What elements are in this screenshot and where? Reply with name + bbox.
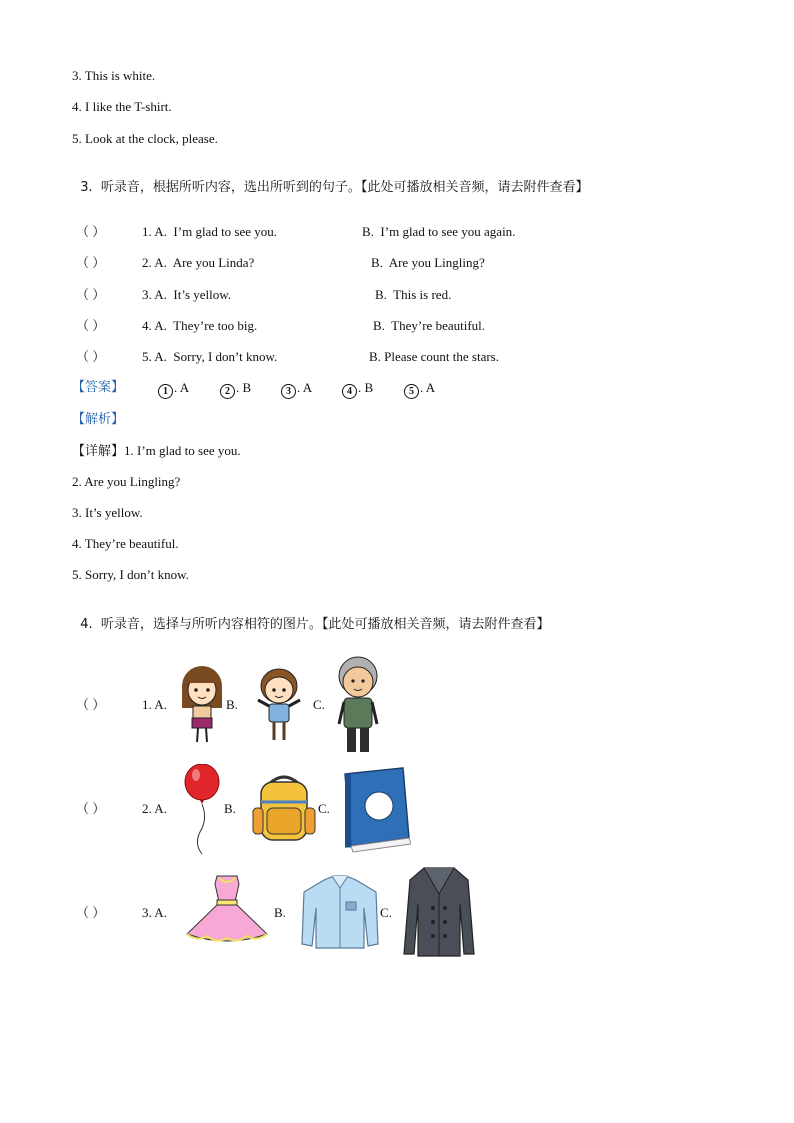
q4-row-2-b: B.: [224, 801, 236, 816]
prev-item-3: 3. This is white.: [72, 68, 156, 83]
answer-3-letter: . A: [297, 380, 313, 395]
detail-line-2: 2. Are you Lingling?: [72, 474, 181, 489]
q3-paren-5[interactable]: （ ）: [76, 349, 106, 364]
coat-picture[interactable]: [402, 864, 476, 958]
q3-item-2-a: 2. A. Are you Linda?: [142, 255, 255, 270]
q4-audio-note: 【此处可播放相关音频，请去附件查看】: [321, 617, 550, 632]
backpack-picture[interactable]: [249, 772, 319, 844]
q3-paren-4[interactable]: （ ）: [76, 318, 106, 333]
q3-item-3-a: 3. A. It’s yellow.: [142, 287, 232, 302]
q4-paren-3[interactable]: （ ）: [76, 905, 106, 920]
q4-row-3-b: B.: [274, 905, 286, 920]
q4-paren-2[interactable]: （ ）: [76, 801, 106, 816]
q4-row-1-num: 1. A.: [142, 697, 167, 712]
detail-line-3: 3. It’s yellow.: [72, 505, 143, 520]
answer-4-num: 4: [342, 384, 357, 399]
q4-title-text: 4. 听录音，选择与所听内容相符的图片。: [80, 617, 322, 632]
q3-item-2-b: B. Are you Lingling?: [371, 255, 485, 270]
prev-item-5: 5. Look at the clock, please.: [72, 131, 218, 146]
boy-picture[interactable]: [254, 666, 304, 744]
q4-title: [72, 598, 549, 634]
q4-row-1-b: B.: [226, 697, 238, 712]
answer-2-letter: . B: [236, 380, 252, 395]
q3-item-4-b: B. They’re beautiful.: [373, 318, 486, 333]
q3-item-5-b: B. Please count the stars.: [369, 349, 499, 364]
answer-2-num: 2: [220, 384, 235, 399]
q3-item-3-b: B. This is red.: [375, 287, 452, 302]
grandpa-picture[interactable]: [333, 654, 383, 756]
detail-line-1: [72, 442, 241, 461]
answer-label: 【答案】: [72, 380, 125, 395]
answer-3: [281, 379, 312, 399]
q3-item-4-a: 4. A. They’re too big.: [142, 318, 258, 333]
q3-item-5-a: 5. A. Sorry, I don’t know.: [142, 349, 278, 364]
q4-row-2-c: C.: [318, 801, 330, 816]
q4-row-3-num: 3. A.: [142, 905, 167, 920]
answer-4-letter: . B: [358, 380, 374, 395]
answer-2: [220, 379, 251, 399]
prev-item-4: 4. I like the T-shirt.: [72, 99, 172, 114]
girl-picture[interactable]: [178, 662, 226, 746]
dress-picture[interactable]: [183, 874, 271, 946]
detail-label: 【详解】: [72, 444, 125, 459]
shirt-picture[interactable]: [300, 874, 380, 950]
answer-1: [158, 379, 189, 399]
q3-title-text: 3. 听录音，根据所听内容，选出所听到的句子。: [80, 180, 361, 195]
book-picture[interactable]: [339, 766, 411, 854]
detail-line-5: 5. Sorry, I don’t know.: [72, 567, 189, 582]
detail-text-1: 1. I’m glad to see you.: [124, 443, 241, 458]
answer-4: [342, 379, 373, 399]
q3-paren-1[interactable]: （ ）: [76, 224, 106, 239]
answer-1-num: 1: [158, 384, 173, 399]
balloon-picture[interactable]: [182, 764, 222, 856]
q3-paren-2[interactable]: （ ）: [76, 255, 106, 270]
q3-audio-note: 【此处可播放相关音频，请去附件查看】: [360, 180, 589, 195]
q3-title: [72, 161, 588, 197]
detail-line-4: 4. They’re beautiful.: [72, 536, 179, 551]
q4-row-1-c: C.: [313, 697, 325, 712]
answer-3-num: 3: [281, 384, 296, 399]
q3-item-1-a: 1. A. I’m glad to see you.: [142, 224, 278, 239]
answer-5: [404, 379, 435, 399]
answer-5-letter: . A: [420, 380, 436, 395]
answer-1-letter: . A: [174, 380, 190, 395]
q4-row-3-c: C.: [380, 905, 392, 920]
analysis-label: 【解析】: [72, 412, 125, 427]
q3-item-1-b: B. I’m glad to see you again.: [362, 224, 516, 239]
q4-row-2-num: 2. A.: [142, 801, 167, 816]
q3-paren-3[interactable]: （ ）: [76, 287, 106, 302]
answer-5-num: 5: [404, 384, 419, 399]
q4-paren-1[interactable]: （ ）: [76, 697, 106, 712]
